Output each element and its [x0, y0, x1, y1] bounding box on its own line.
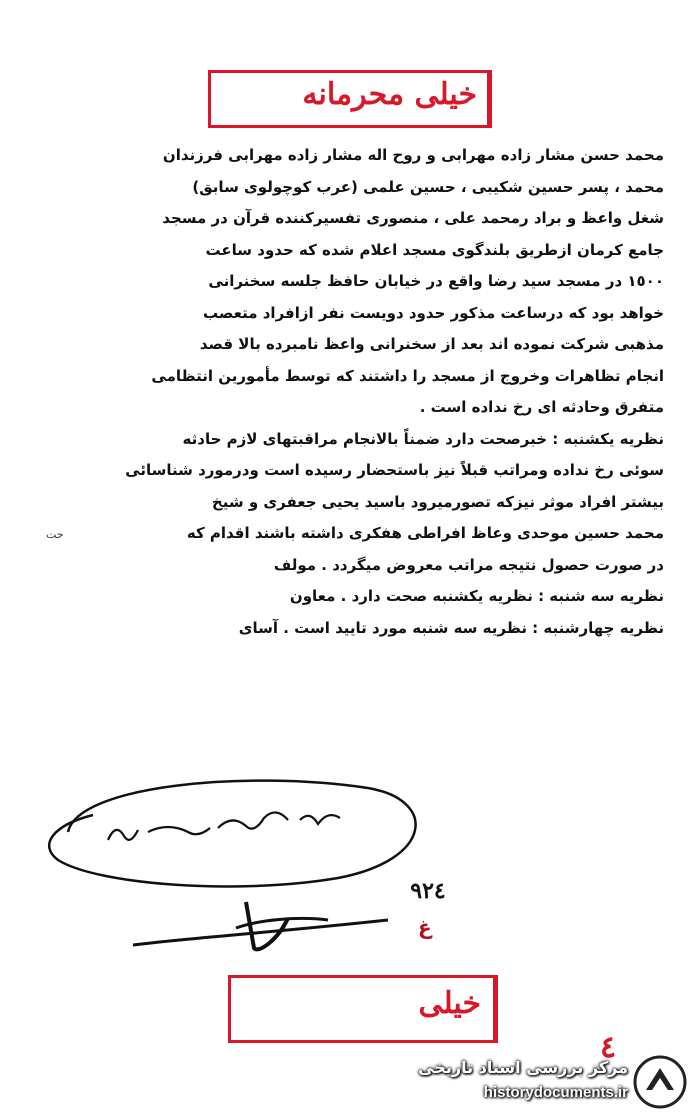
report-line: شغل واعظ و براد رمحمد علی ، منصوری تفسیرکننده قرآن در مسجد — [162, 209, 664, 227]
page-number: ٤ — [600, 1030, 617, 1065]
report-line: نظریه چهارشنبه : نظریه سه شنبه مورد تایید است . آسای — [238, 618, 664, 637]
classification-stamp-bottom — [228, 975, 498, 1043]
marginal-note: حت — [46, 528, 64, 541]
classification-stamp-text: خیلی محرمانه — [302, 77, 477, 112]
archive-watermark — [410, 1054, 690, 1112]
classification-stamp-text: خیلی — [418, 986, 481, 1021]
report-line: محمد حسن مشار زاده مهرابی و روح اله مشار زاده مهرابی فرزندان — [162, 146, 664, 164]
report-line: انجام تظاهرات وخروج از مسجد را داشتند که توسط مأمورین انتظامی — [151, 366, 664, 385]
archive-logo-icon — [632, 1054, 688, 1110]
report-line: سوئی رخ نداده ومراتب قبلاً نیز باستحضار رسیده است ودرمورد شناسائی — [125, 461, 664, 479]
report-line: محمد ، پسر حسین شکیبی ، حسین علمی (عرب کوچولوی سابق) — [192, 177, 664, 196]
report-line: خواهد بود که درساعت مذکور حدود دویست نفر ازافراد متعصب — [202, 303, 664, 322]
report-line: نظریه سه شنبه : نظریه یکشنبه صحت دارد . معاون — [289, 587, 664, 605]
watermark-url: historydocuments.ir — [483, 1084, 628, 1101]
report-line: محمد حسین موحدی وعاظ افراطی هفکری داشته باشند اقدام که — [186, 524, 664, 542]
report-line: جامع کرمان ازطریق بلندگوی مسجد اعلام شده که حدود ساعت — [205, 240, 664, 259]
report-line: نظریه یکشنبه : خبرصحت دارد ضمناً بالانجام مراقبتهای لازم حادثه — [182, 429, 664, 448]
report-line: بیشتر افراد موثر نیزکه تصورمیرود باسید یحیی جعفری و شیخ — [211, 492, 664, 511]
report-line: ١٥٠٠ در مسجد سید رضا واقع در خیابان حافظ جلسه سخنرانی — [208, 272, 664, 290]
watermark-name: مرکز بررسی اسناد تاریخی — [418, 1058, 628, 1077]
handwritten-signature-oval — [38, 770, 428, 890]
report-line: مذهبی شرکت نموده اند بعد از سخنرانی واعظ نامبرده بالا قصد — [199, 335, 664, 353]
document-number-suffix: غ — [418, 915, 432, 939]
report-line: در صورت حصول نتیجه مراتب معروض میگردد . مولف — [273, 555, 664, 574]
classification-stamp-top — [208, 70, 492, 128]
report-line: متفرق وحادثه ای رخ نداده است . — [419, 398, 664, 416]
document-number: ٩٢٤ — [410, 878, 446, 904]
initial-signature — [128, 890, 398, 960]
report-body — [50, 140, 664, 644]
